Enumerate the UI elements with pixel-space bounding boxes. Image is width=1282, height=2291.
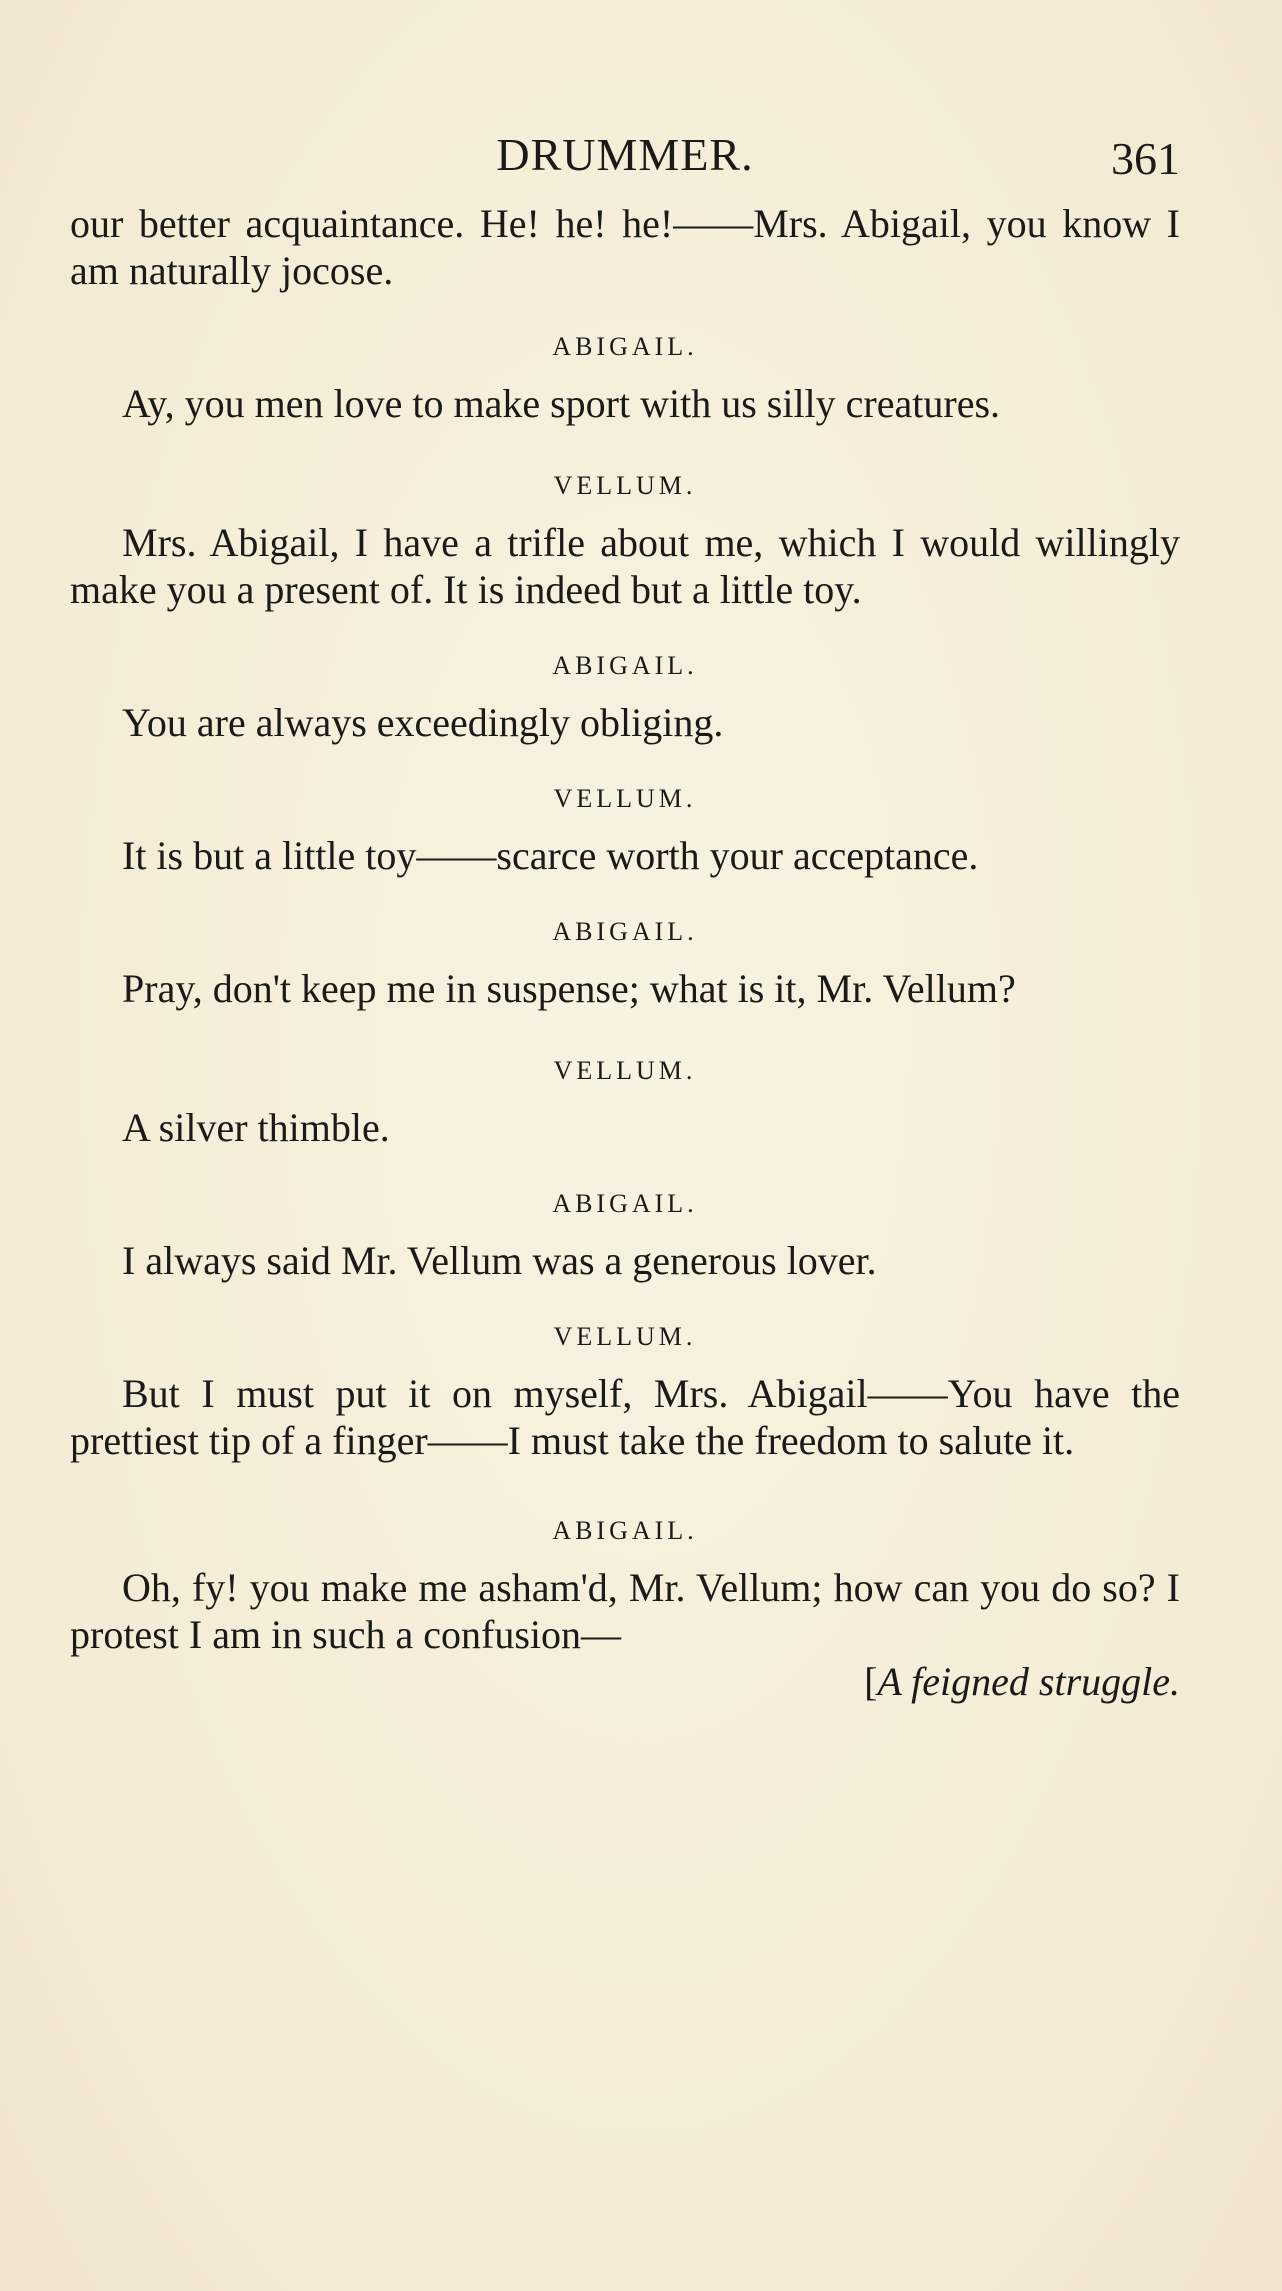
stage-direction-text: A feigned struggle.: [877, 1659, 1180, 1704]
stage-bracket: [: [864, 1659, 878, 1704]
speaker-name: ABIGAIL.: [552, 651, 698, 680]
speaker-name: VELLUM.: [553, 471, 697, 500]
speaker-name: ABIGAIL.: [552, 1189, 698, 1218]
stage-direction: [70, 1658, 1180, 1705]
running-title: DRUMMER.: [496, 129, 754, 180]
speech-text: I always said Mr. Vellum was a generous lover.: [122, 1238, 877, 1283]
speech-continuation: our better acquaintance. He! he! he!——Mrs. Abigail, you know I am naturally jocose.: [70, 201, 1180, 293]
speech-text: Oh, fy! you make me asham'd, Mr. Vellum; how can you do so? I protest I am in such a confusion—: [70, 1565, 1180, 1657]
page-number: 361: [1111, 133, 1180, 184]
speaker-name: ABIGAIL.: [552, 917, 698, 946]
speaker-name: VELLUM.: [553, 1056, 697, 1085]
speech-text: You are always exceedingly obliging.: [122, 700, 724, 745]
speech-text: But I must put it on myself, Mrs. Abigail——You have the prettiest tip of a finger——I must take the freedom to salute it.: [70, 1371, 1180, 1463]
speech-text: Pray, don't keep me in suspense; what is it, Mr. Vellum?: [122, 966, 1016, 1011]
play-text: [70, 200, 1180, 1705]
running-header: [70, 128, 1180, 188]
speaker-name: VELLUM.: [553, 784, 697, 813]
speech-text: Ay, you men love to make sport with us silly creatures.: [122, 381, 1001, 426]
speech-text: A silver thimble.: [122, 1105, 390, 1150]
speaker-name: ABIGAIL.: [552, 332, 698, 361]
speech-text: It is but a little toy——scarce worth your acceptance.: [122, 833, 979, 878]
speech-text: Mrs. Abigail, I have a trifle about me, which I would willingly make you a present of. It is indeed but a little toy.: [70, 520, 1180, 612]
speaker-name: VELLUM.: [553, 1322, 697, 1351]
speaker-name: ABIGAIL.: [552, 1516, 698, 1545]
